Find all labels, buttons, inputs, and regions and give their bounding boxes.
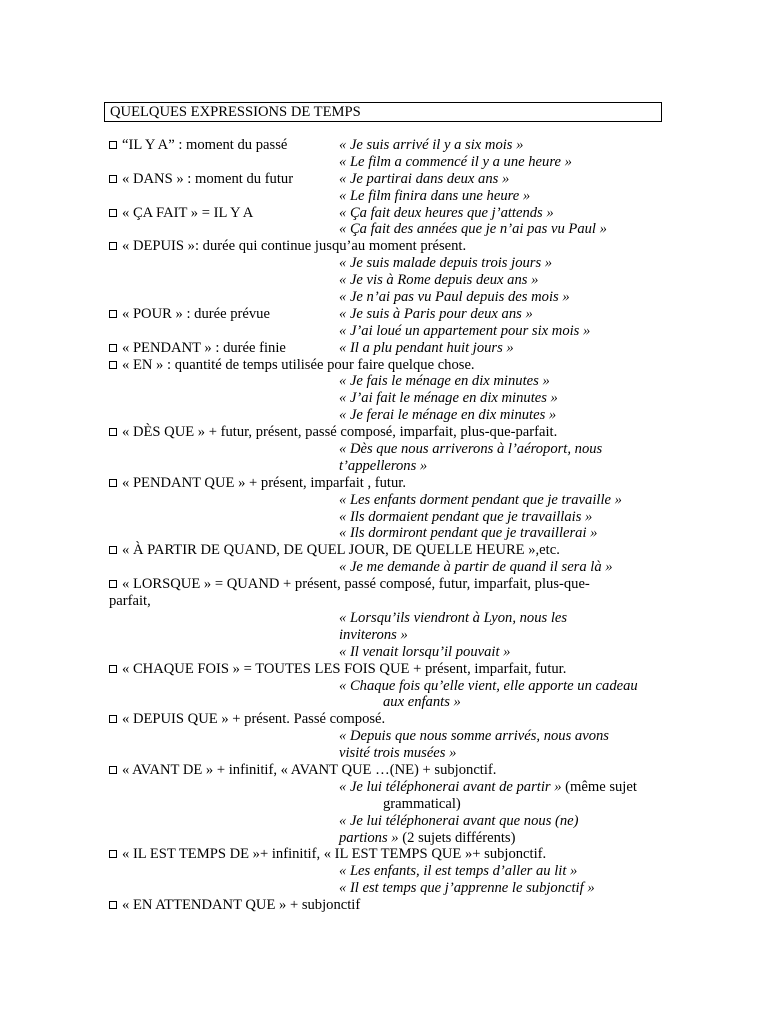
entry-des-que (109, 424, 669, 475)
example: « Les enfants dorment pendant que je travaille » (339, 491, 622, 508)
example: « Les enfants, il est temps d’aller au lit » (339, 863, 578, 880)
entry-ca-fait (109, 205, 669, 239)
entry-label: « À PARTIR DE QUAND, DE QUEL JOUR, DE QUELLE HEURE »,etc. (122, 542, 560, 559)
example: « Je suis arrivé il y a six mois » (339, 137, 524, 153)
example: « Le film a commencé il y a une heure » (339, 153, 572, 170)
entry-label: « DÈS QUE » + futur, présent, passé composé, imparfait, plus-que-parfait. (122, 424, 558, 441)
example: « Je suis malade depuis trois jours » (339, 255, 553, 272)
entry-en (109, 357, 669, 425)
example: « Depuis que nous somme arrivés, nous avons (339, 728, 609, 745)
entry-il-est-temps (109, 846, 669, 897)
entry-label: « DEPUIS »: durée qui continue jusqu’au moment présent. (122, 238, 467, 255)
entry-avant-de (109, 762, 669, 846)
example: « Je n’ai pas vu Paul depuis des mois » (339, 289, 570, 306)
example: partions » (339, 829, 399, 846)
entry-depuis (109, 238, 669, 306)
example-note: (même sujet (561, 778, 637, 795)
example: « Il est temps que j’apprenne le subjonctif » (339, 880, 595, 897)
checkbox-icon (109, 361, 117, 369)
entry-en-attendant-que (109, 897, 669, 914)
checkbox-icon (109, 310, 117, 318)
checkbox-icon (109, 850, 117, 858)
entry-label: « DEPUIS QUE » + présent. Passé composé. (122, 711, 386, 728)
entry-dans (109, 171, 669, 205)
page-title: QUELQUES EXPRESSIONS DE TEMPS (104, 102, 662, 122)
entry-a-partir-de (109, 542, 669, 576)
example: « Je suis à Paris pour deux ans » (339, 305, 533, 322)
example: inviterons » (339, 626, 408, 643)
entry-label-continued: parfait, (109, 593, 151, 610)
entry-pour (109, 306, 669, 340)
entry-label: « EN » : quantité de temps utilisée pour faire quelque chose. (122, 356, 475, 373)
entry-label: « CHAQUE FOIS » = TOUTES LES FOIS QUE + présent, imparfait, futur. (122, 660, 567, 677)
example: « Je me demande à partir de quand il sera là » (339, 559, 613, 576)
checkbox-icon (109, 175, 117, 183)
entry-pendant (109, 340, 669, 357)
example: « Je vis à Rome depuis deux ans » (339, 272, 539, 289)
checkbox-icon (109, 479, 117, 487)
entry-label: « ÇA FAIT » = IL Y A (122, 204, 254, 221)
checkbox-icon (109, 901, 117, 909)
example: « Ça fait deux heures que j’attends » (339, 204, 554, 221)
entry-label: « EN ATTENDANT QUE » + subjonctif (122, 897, 361, 914)
example: aux enfants » (383, 694, 461, 711)
checkbox-icon (109, 715, 117, 723)
checkbox-icon (109, 428, 117, 436)
entry-pendant-que (109, 475, 669, 543)
checkbox-icon (109, 580, 117, 588)
entry-label: « IL EST TEMPS DE »+ infinitif, « IL EST TEMPS QUE »+ subjonctif. (122, 846, 547, 863)
example: « Ils dormiront pendant que je travaillerai » (339, 525, 598, 542)
entry-label: “IL Y A” : moment du passé (122, 137, 288, 153)
entry-label: « POUR » : durée prévue (122, 305, 270, 322)
entry-label: « DANS » : moment du futur (122, 170, 294, 187)
example: « J’ai fait le ménage en dix minutes » (339, 390, 558, 407)
example: « Il venait lorsqu’il pouvait » (339, 643, 511, 660)
example: « Le film finira dans une heure » (339, 187, 531, 204)
example: visité trois musées » (339, 745, 457, 762)
entry-chaque-fois (109, 661, 669, 712)
entry-lorsque (109, 576, 669, 660)
checkbox-icon (109, 209, 117, 217)
entry-label: « PENDANT » : durée finie (122, 339, 286, 356)
example-note: (2 sujets différents) (398, 829, 516, 846)
entry-depuis-que (109, 711, 669, 762)
checkbox-icon (109, 766, 117, 774)
example: t’appellerons » (339, 457, 428, 474)
example: « Je lui téléphonerai avant de partir » (339, 778, 562, 795)
example: « Chaque fois qu’elle vient, elle apporte un cadeau (339, 677, 638, 694)
expressions-list (109, 137, 669, 914)
example: « Je fais le ménage en dix minutes » (339, 373, 550, 390)
example: « Ils dormaient pendant que je travaillais » (339, 508, 593, 525)
example: « Je partirai dans deux ans » (339, 170, 510, 187)
example: « Ça fait des années que je n’ai pas vu Paul » (339, 221, 607, 238)
example: « Il a plu pendant huit jours » (339, 339, 514, 356)
entry-label: « PENDANT QUE » + présent, imparfait , futur. (122, 474, 406, 491)
example: « Dès que nous arriverons à l’aéroport, nous (339, 441, 603, 458)
entry-il-y-a (109, 137, 669, 171)
checkbox-icon (109, 141, 117, 149)
example-note: grammatical) (383, 795, 461, 812)
example: « Je ferai le ménage en dix minutes » (339, 407, 557, 424)
example: « Lorsqu’ils viendront à Lyon, nous les (339, 609, 568, 626)
entry-label: « LORSQUE » = QUAND + présent, passé composé, futur, imparfait, plus-que- (122, 576, 590, 593)
example: « Je lui téléphonerai avant que nous (ne) (339, 812, 579, 829)
example: « J’ai loué un appartement pour six mois » (339, 322, 591, 339)
checkbox-icon (109, 344, 117, 352)
checkbox-icon (109, 546, 117, 554)
checkbox-icon (109, 242, 117, 250)
entry-label: « AVANT DE » + infinitif, « AVANT QUE …(NE) + subjonctif. (122, 761, 497, 778)
checkbox-icon (109, 665, 117, 673)
